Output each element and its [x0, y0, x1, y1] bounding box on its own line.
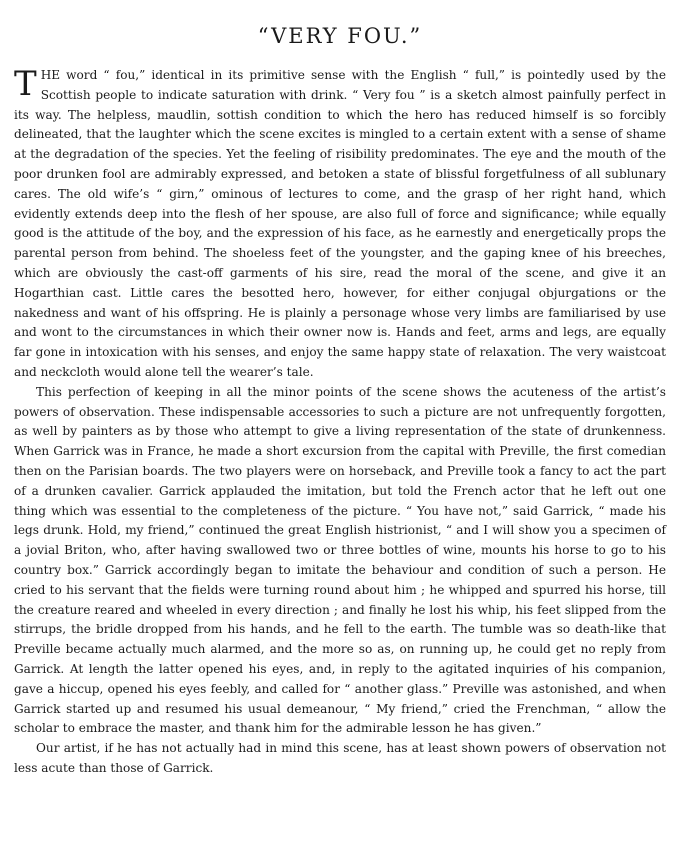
drop-cap: T: [14, 64, 37, 104]
paragraph-2: This perfection of keeping in all the minor points of the scene shows the acuteness of the artist’s powers of observation. These indispensable accessories to such a picture are not unfrequently forgotten, as well by painters as by those who attempt to give a living representation of the state of drunkenness. When Garrick was in France, he made a short excursion from the capital with Preville, the first comedian then on the Parisian boards. The two players were on horseback, and Preville took a fancy to act the part of a drunken cavalier. Garrick applauded the imitation, but told the French actor that he left out one thing which was essential to the completeness of the picture. “ You have not,” said Garrick, “ made his legs drunk. Hold, my friend,” continued the great English histrionist, “ and I will show you a specimen of a jovial Briton, who, after having swallowed two or three bottles of wine, mounts his horse to go to his country box.” Garrick accordingly began to imitate the behaviour and condition of such a person. He cried to his servant that the fields were turning round about him ; he whipped and spurred his horse, till the creature reared and wheeled in every direction ; and finally he lost his whip, his feet slipped from the stirrups, the bridle dropped from his hands, and he fell to the earth. The tumble was so death-like that Preville became actually much alarmed, and the more so as, on running up, he could get no reply from Garrick. At length the latter opened his eyes, and, in reply to the agitated inquiries of his companion, gave a hiccup, opened his eyes feebly, and called for “ another glass.” Preville was astonished, and when Garrick started up and resumed his usual demeanour, “ My friend,” cried the Frenchman, “ allow the scholar to embrace the master, and thank him for the admirable lesson he has given.”: [14, 384, 666, 736]
paragraph-1-text: HE word “ fou,” identical in its primitive sense with the English “ full,” is pointedly used by the Scottish people to indicate saturation with drink. “ Very fou ” is a sketch almost painfully perfect in its way. The helpless, maudlin, sottish condition to which the hero has reduced himself is so forcibly delineated, that the laughter which the scene excites is mingled to a certain extent with a sense of shame at the degradation of the species. Yet the feeling of risibility predominates. The eye and the mouth of the poor drunken fool are admirably expressed, and betoken a state of blissful forgetfulness of all sublunary cares. The old wife’s “ girn,” ominous of lectures to come, and the grasp of her right hand, which evidently extends deep into the flesh of her spouse, are also full of force and significance; while equally good is the attitude of the boy, and the expression of his face, as he earnestly and energetically props the parental person from behind. The shoeless feet of the youngster, and the gaping knee of his breeches, which are obviously the cast-off garments of his sire, read the moral of the scene, and give it an Hogarthian cast. Little cares the besotted hero, however, for either conjugal objurgations or the nakedness and want of his offspring. He is plainly a personage whose very limbs are familiarised by use and wont to the circumstances in which their owner now is. Hands and feet, arms and legs, are equally far gone in intoxication with his senses, and enjoy the same happy state of relaxation. The very waistcoat and neckcloth would alone tell the wearer’s tale.: [14, 68, 666, 379]
paragraph-3: Our artist, if he has not actually had in mind this scene, has at least shown powers of observation not less acute than those of Garrick.: [14, 741, 666, 775]
paragraph-1: [14, 66, 666, 383]
article-title: “VERY FOU.”: [257, 24, 423, 48]
article-page: [14, 0, 666, 779]
